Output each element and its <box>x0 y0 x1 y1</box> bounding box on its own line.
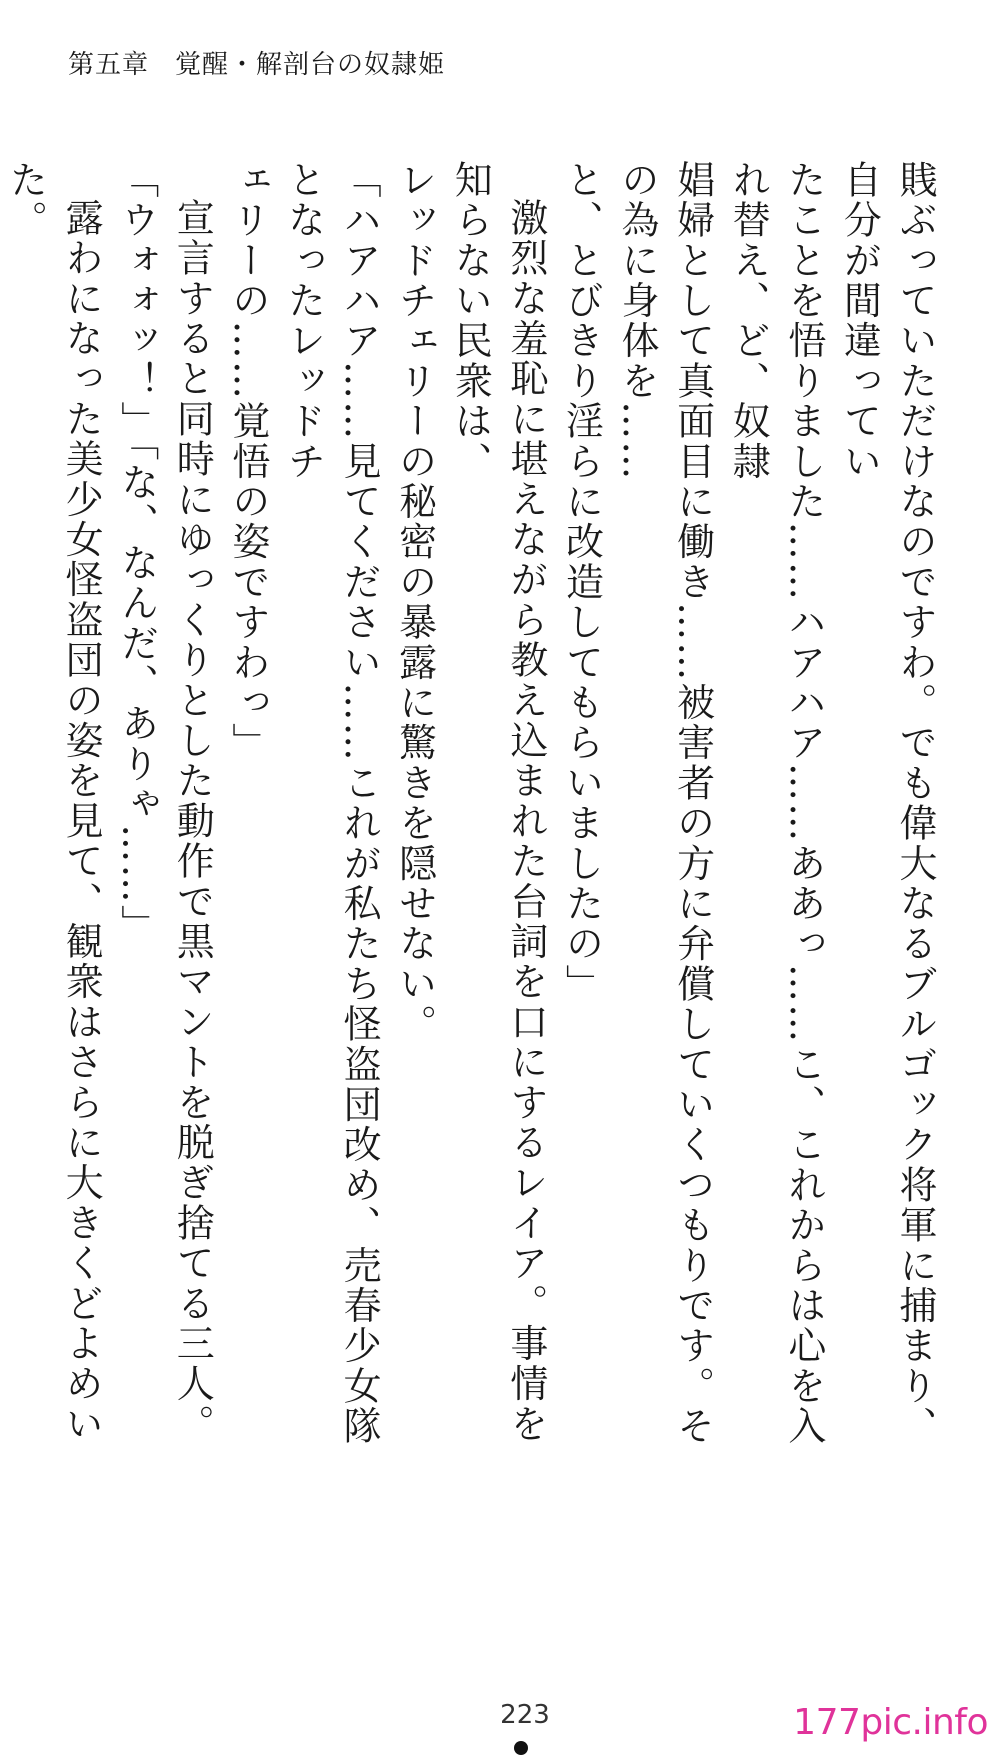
paragraph: 「ウォォッ！」「な、なんだ、ありゃ……」 <box>114 160 159 945</box>
running-head <box>68 44 445 81</box>
paragraph: 露わになった美少女怪盗団の姿を見て、観衆はさらに大きくどよめいた。 <box>3 160 104 1445</box>
folio-dot-icon <box>514 1741 528 1755</box>
paragraph: 「ハアハア……見てください……これが私たち怪盗団改め、売春少女隊となったレッドチ ェリーの……覚悟の姿ですわっ」 <box>225 160 382 1447</box>
paragraph: 宣言すると同時にゆっくりとした動作で黒マントを脱ぎ捨てる三人。 <box>170 198 215 1445</box>
chapter-number: 第五章 <box>68 50 150 80</box>
paragraph: 賎ぶっていただけなのですわ。でも偉大なるブルゴック将軍に捕まり、自分が間違ってい たことを悟りました……ハアハア……ああっ……こ、これからは心を入れ替え、ど、奴隷 娼婦として真面目に働き……被害者の方に弁償していくつもりです。その為に身体を…… と、とびきり淫らに改造してもらいましたの」 <box>559 160 937 1447</box>
chapter-title: 覚醒・解剖台の奴隷姫 <box>175 50 446 80</box>
paragraph: 激烈な羞恥に堪えながら教え込まれた台詞を口にするレイア。事情を知らない民衆は、 レッドチェリーの秘密の暴露に驚きを隠せない。 <box>392 160 548 1445</box>
page-number: 223 <box>500 1700 550 1730</box>
body-text <box>3 160 942 1480</box>
watermark: 177pic.info <box>793 1702 988 1743</box>
